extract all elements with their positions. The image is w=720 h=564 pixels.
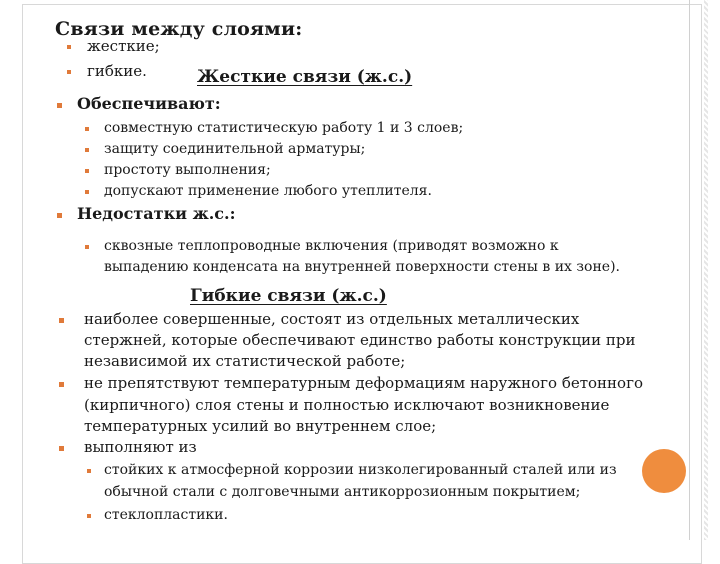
flexible-heading: Гибкие связи (ж.с.): [190, 286, 387, 306]
bullet-icon: [85, 148, 89, 152]
bullet-icon: [67, 70, 71, 74]
flexible-item-3: выполняют из: [84, 438, 197, 456]
provide-item-3: простоту выполнения;: [104, 162, 271, 178]
provide-item-1: совместную статистическую работу 1 и 3 слоев;: [104, 120, 464, 136]
drawbacks-line-2: выпадению конденсата на внутренней поверхности стены в их зоне).: [104, 259, 620, 275]
flexible-item-1-line-1: наиболее совершенные, состоят из отдельных металлических: [84, 310, 580, 328]
slide-frame: [22, 4, 702, 564]
right-decor-band: [704, 0, 708, 540]
bullet-icon: [57, 213, 62, 218]
provide-label: Обеспечивают:: [77, 94, 221, 113]
bullet-icon: [57, 103, 62, 108]
bullet-icon: [87, 469, 91, 473]
type-rigid: жесткие;: [87, 37, 160, 55]
drawbacks-label: Недостатки ж.с.:: [77, 204, 236, 223]
provide-item-4: допускают применение любого утеплителя.: [104, 183, 432, 199]
bullet-icon: [67, 45, 71, 49]
flexible-item-2-line-2: (кирпичного) слоя стены и полностью исключают возникновение: [84, 396, 610, 414]
type-flexible: гибкие.: [87, 62, 147, 80]
flexible-item-1-line-3: независимой их статистической работе;: [84, 352, 406, 370]
bullet-icon: [85, 190, 89, 194]
flexible-item-3-sub-1-line-1: стойких к атмосферной коррозии низколегированный сталей или из: [104, 462, 617, 478]
provide-item-2: защиту соединительной арматуры;: [104, 141, 366, 157]
flexible-item-3-sub-2: стеклопластики.: [104, 507, 228, 523]
flexible-item-2-line-1: не препятствуют температурным деформациям наружного бетонного: [84, 374, 643, 392]
bullet-icon: [87, 514, 91, 518]
flexible-item-3-sub-1-line-2: обычной стали с долговечными антикоррозионным покрытием;: [104, 484, 581, 500]
bullet-icon: [85, 127, 89, 131]
bullet-icon: [59, 446, 64, 451]
flexible-item-2-line-3: температурных усилий во внутреннем слое;: [84, 417, 437, 435]
bullet-icon: [59, 318, 64, 323]
bullet-icon: [85, 169, 89, 173]
orange-circle-decoration: [642, 449, 686, 493]
bullet-icon: [85, 245, 89, 249]
bullet-icon: [59, 382, 64, 387]
slide-title: Связи между слоями:: [55, 18, 303, 40]
flexible-item-1-line-2: стержней, которые обеспечивают единство работы конструкции при: [84, 331, 636, 349]
rigid-heading: Жесткие связи (ж.с.): [197, 67, 413, 87]
drawbacks-line-1: сквозные теплопроводные включения (приводят возможно к: [104, 238, 559, 254]
right-rule: [689, 0, 690, 540]
